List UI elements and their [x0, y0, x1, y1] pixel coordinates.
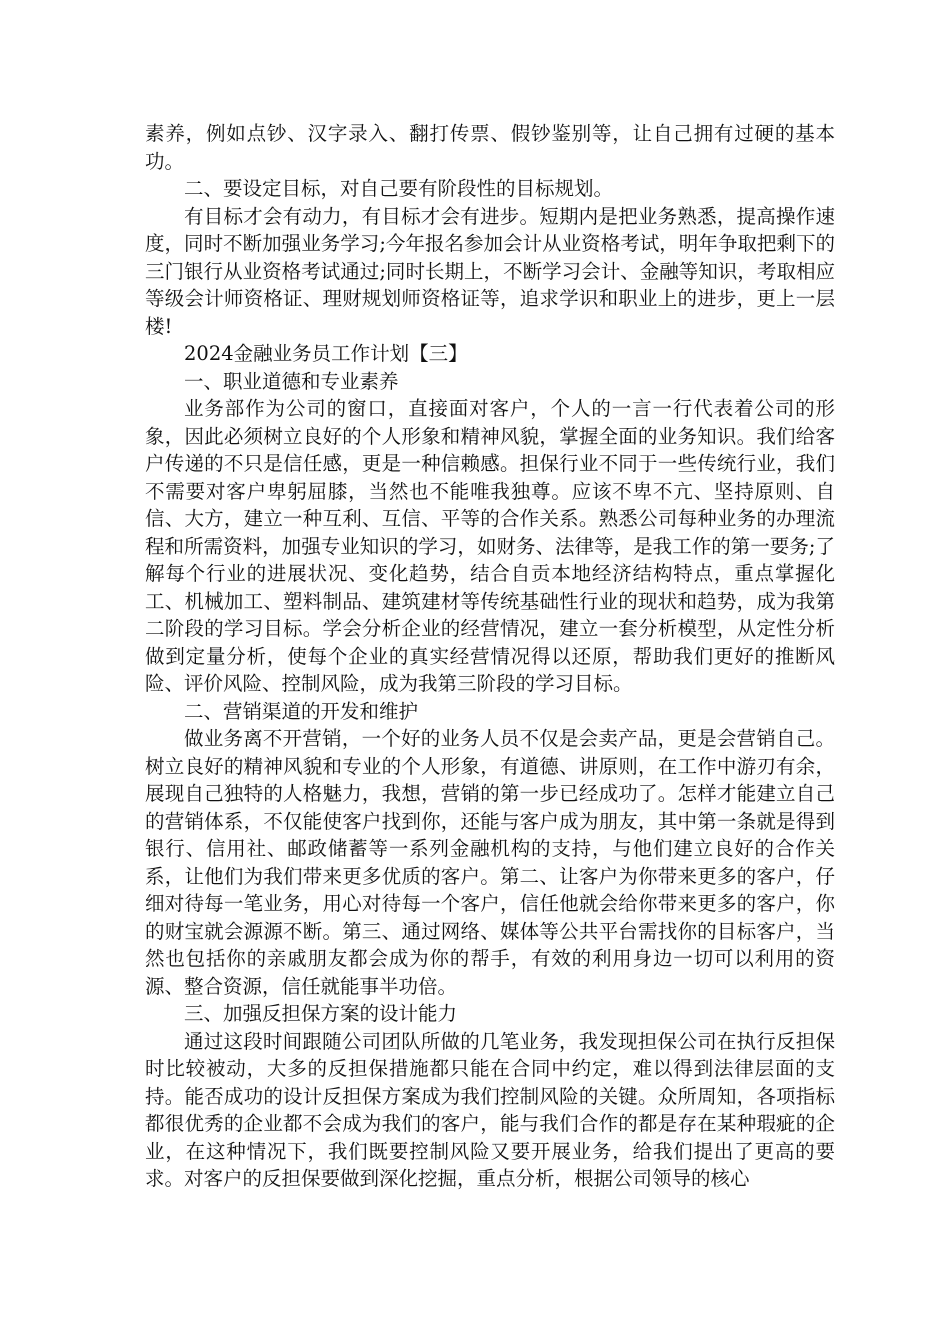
paragraph-goals: 有目标才会有动力，有目标才会有进步。短期内是把业务熟悉，提高操作速度，同时不断加强业务学习;今年报名参加会计从业资格考试，明年争取把剩下的三门银行从业资格考试通过;同时长期上，不断学习会计、金融等知识，考取相应等级会计师资格证、理财规划师资格证等，追求学识和职业上的进步，更上一层楼! — [145, 204, 835, 338]
section-heading-counter-guarantee: 三、加强反担保方案的设计能力 — [184, 1002, 458, 1025]
section-heading-goals: 二、要设定目标，对自己要有阶段性的目标规划。 — [184, 177, 614, 200]
paragraph-ethics: 业务部作为公司的窗口，直接面对客户，个人的一言一行代表着公司的形象，因此必须树立良好的个人形象和精神风貌，掌握全面的业务知识。我们给客户传递的不只是信任感，更是一种信赖感。担保行业不同于一些传统行业，我们不需要对客户卑躬屈膝，当然也不能唯我独尊。应该不卑不亢、坚持原则、自信、大方，建立一种互利、互信、平等的合作关系。熟悉公司每种业务的办理流程和所需资料，加强专业知识的学习，如财务、法律等，是我工作的第一要务;了解每个行业的进展状况、变化趋势，结合自贡本地经济结构特点，重点掌握化工、机械加工、塑料制品、建筑建材等传统基础性行业的现状和趋势，成为我第二阶段的学习目标。学会分析企业的经营情况，建立一套分析模型，从定性分析做到定量分析，使每个企业的真实经营情况得以还原，帮助我们更好的推断风险、评价风险、控制风险，成为我第三阶段的学习目标。 — [145, 397, 835, 695]
paragraph-marketing: 做业务离不开营销，一个好的业务人员不仅是会卖产品，更是会营销自己。树立良好的精神风貌和专业的个人形象，有道德、讲原则，在工作中游刃有余，展现自己独特的人格魅力，我想，营销的第一步已经成功了。怎样才能建立自己的营销体系，不仅能使客户找到你，还能与客户成为朋友，其中第一条就是得到银行、信用社、邮政储蓄等一系列金融机构的支持，与他们建立良好的合作关系，让他们为我们带来更多优质的客户。第二、让客户为你带来更多的客户，仔细对待每一笔业务，用心对待每一个客户，信任他就会给你带来更多的客户，你的财宝就会源源不断。第三、通过网络、媒体等公共平台需找你的目标客户，当然也包括你的亲戚朋友都会成为你的帮手，有效的利用身边一切可以利用的资源、整合资源，信任就能事半功倍。 — [145, 727, 835, 998]
plan-title: 2024金融业务员工作计划【三】 — [184, 342, 468, 365]
paragraph-counter-guarantee: 通过这段时间跟随公司团队所做的几笔业务，我发现担保公司在执行反担保时比较被动，大多的反担保措施都只能在合同中约定，难以得到法律层面的支持。能否成功的设计反担保方案成为我们控制风险的关键。众所周知，各项指标都很优秀的企业都不会成为我们的客户，能与我们合作的都是存在某种瑕疵的企业，在这种情况下，我们既要控制风险又要开展业务，给我们提出了更高的要求。对客户的反担保要做到深化挖掘，重点分析，根据公司领导的核心 — [145, 1029, 835, 1190]
document-page — [145, 120, 835, 1193]
section-heading-ethics: 一、职业道德和专业素养 — [184, 369, 399, 393]
section-heading-marketing: 二、营销渠道的开发和维护 — [184, 699, 419, 723]
paragraph-continuation: 素养，例如点钞、汉字录入、翻打传票、假钞鉴别等，让自己拥有过硬的基本功。 — [145, 122, 835, 173]
